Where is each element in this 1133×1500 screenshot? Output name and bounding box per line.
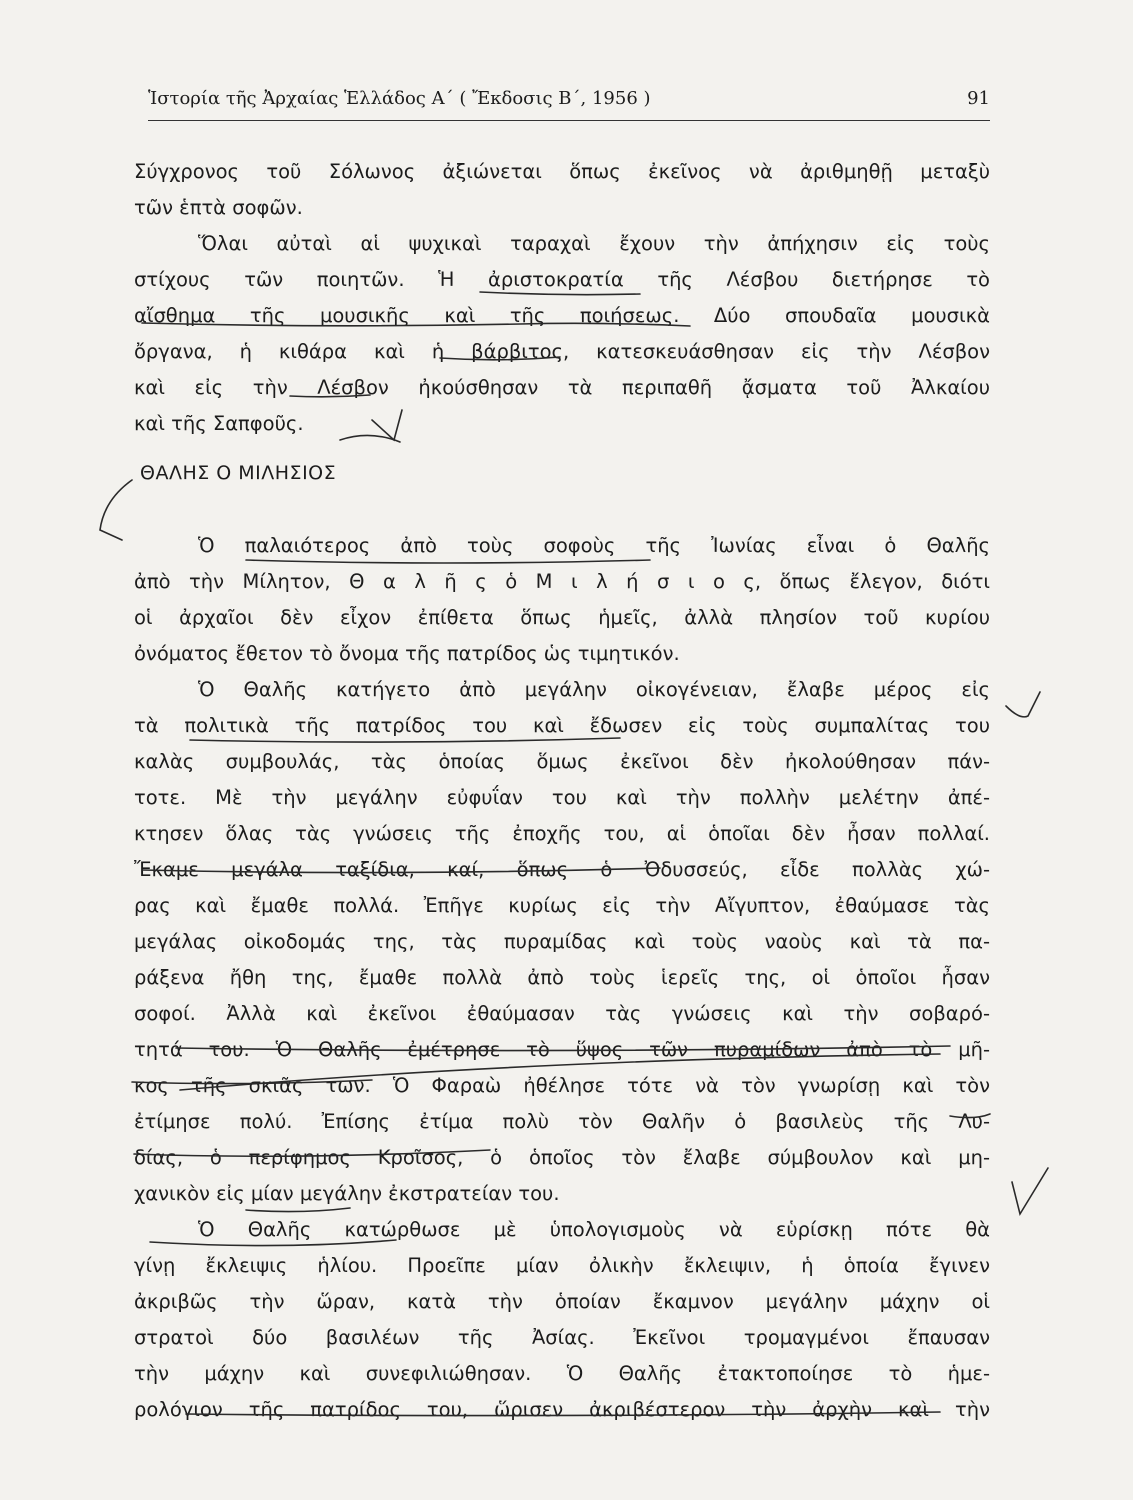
text-line: καλὰς συμβουλάς, τὰς ὁποίας ὅμως ἐκεῖνοι δὲν ἠκολούθησαν πάν- [134, 750, 990, 773]
text-line: τοτε. Μὲ τὴν μεγάλην εὐφυΐαν του καὶ τὴν πολλὴν μελέτην ἀπέ- [134, 786, 990, 809]
text-line: σοφοί. Ἀλλὰ καὶ ἐκεῖνοι ἐθαύμασαν τὰς γνώσεις καὶ τὴν σοβαρό- [134, 1002, 990, 1025]
text-line: Σύγχρονος τοῦ Σόλωνος ἀξιώνεται ὅπως ἐκεῖνος νὰ ἀριθμηθῇ μεταξὺ [134, 160, 990, 183]
text-line: τητά του. Ὁ Θαλῆς ἐμέτρησε τὸ ὕψος τῶν πυραμίδων ἀπὸ τὸ μῆ- [134, 1038, 990, 1061]
text-line: ὄργανα, ἡ κιθάρα καὶ ἡ βάρβιτος, κατεσκευάσθησαν εἰς τὴν Λέσβον [134, 340, 990, 363]
text-line: καὶ εἰς τὴν Λέσβον ἠκούσθησαν τὰ περιπαθῆ ᾄσματα τοῦ Ἀλκαίου [134, 376, 990, 399]
text-line: χανικὸν εἰς μίαν μεγάλην ἐκστρατείαν του. [134, 1182, 560, 1205]
text-line: κος τῆς σκιᾶς των. Ὁ Φαραὼ ἠθέλησε τότε νὰ τὸν γνωρίσῃ καὶ τὸν [134, 1074, 990, 1097]
text-line: γίνῃ ἔκλειψις ἡλίου. Προεῖπε μίαν ὀλικὴν ἔκλειψιν, ἡ ὁποία ἔγινεν [134, 1254, 990, 1277]
text-line: Ὁ Θαλῆς κατώρθωσε μὲ ὑπολογισμοὺς νὰ εὑρίσκῃ πότε θὰ [198, 1218, 990, 1241]
check-mark-icon [100, 480, 132, 540]
text-line: ράξενα ἤθη της, ἔμαθε πολλὰ ἀπὸ τοὺς ἱερεῖς της, οἱ ὁποῖοι ἦσαν [134, 966, 990, 989]
text-line: Ἔκαμε μεγάλα ταξίδια, καί, ὅπως ὁ Ὀδυσσεύς, εἶδε πολλὰς χώ- [134, 858, 990, 881]
text-line: ἀπὸ τὴν Μίλητον, Θ α λ ῆ ς ὁ Μ ι λ ή σ ι ο ς, ὅπως ἔλεγον, διότι [134, 570, 990, 593]
text-line: ρολόγιον τῆς πατρίδος του, ὥρισεν ἀκριβέστερον τὴν ἀρχὴν καὶ τὴν [134, 1398, 990, 1421]
check-mark-icon [1012, 1168, 1048, 1214]
text-line: Ὁ Θαλῆς κατήγετο ἀπὸ μεγάλην οἰκογένειαν, ἔλαβε μέρος εἰς [198, 678, 990, 701]
main-paragraphs [134, 528, 990, 1428]
text-line: κτησεν ὅλας τὰς γνώσεις τῆς ἐποχῆς του, αἱ ὁποῖαι δὲν ἦσαν πολλαί. [134, 822, 990, 845]
text-line: δίας, ὁ περίφημος Κροῖσος, ὁ ὁποῖος τὸν ἔλαβε σύμβουλον καὶ μη- [134, 1146, 990, 1169]
text-line: αἴσθημα τῆς μουσικῆς καὶ τῆς ποιήσεως. Δύο σπουδαῖα μουσικὰ [134, 304, 990, 327]
text-line: τῶν ἑπτὰ σοφῶν. [134, 196, 303, 219]
text-line: στρατοὶ δύο βασιλέων τῆς Ἀσίας. Ἐκεῖνοι τρομαγμένοι ἔπαυσαν [134, 1326, 990, 1349]
text-line: καὶ τῆς Σαπφοῦς. [134, 412, 304, 435]
text-line: ὀνόματος ἔθετον τὸ ὄνομα τῆς πατρίδος ὡς τιμητικόν. [134, 642, 680, 665]
intro-paragraphs [134, 154, 990, 442]
text-line: Ὁ παλαιότερος ἀπὸ τοὺς σοφοὺς τῆς Ἰωνίας εἶναι ὁ Θαλῆς [198, 534, 990, 557]
text-line: ἐτίμησε πολύ. Ἐπίσης ἐτίμα πολὺ τὸν Θαλῆν ὁ βασιλεὺς τῆς Λυ- [134, 1110, 990, 1133]
text-line: μεγάλας οἰκοδομάς της, τὰς πυραμίδας καὶ τοὺς ναοὺς καὶ τὰ πα- [134, 930, 990, 953]
text-line: τὰ πολιτικὰ τῆς πατρίδος του καὶ ἔδωσεν εἰς τοὺς συμπαλίτας του [134, 714, 990, 737]
section-heading: ΘΑΛΗΣ Ο ΜΙΛΗΣΙΟΣ [140, 462, 337, 484]
check-mark-icon [1006, 692, 1040, 717]
text-line: οἱ ἀρχαῖοι δὲν εἶχον ἐπίθετα ὅπως ἡμεῖς, ἀλλὰ πλησίον τοῦ κυρίου [134, 606, 990, 629]
page-number: 91 [967, 88, 990, 109]
text-line: Ὅλαι αὐταὶ αἱ ψυχικαὶ ταραχαὶ ἔχουν τὴν ἀπήχησιν εἰς τοὺς [198, 232, 990, 255]
text-line: στίχους τῶν ποιητῶν. Ἡ ἀριστοκρατία τῆς Λέσβου διετήρησε τὸ [134, 268, 990, 291]
text-line: ρας καὶ ἔμαθε πολλά. Ἐπῆγε κυρίως εἰς τὴν Αἴγυπτον, ἐθαύμασε τὰς [134, 894, 990, 917]
text-line: ἀκριβῶς τὴν ὥραν, κατὰ τὴν ὁποίαν ἔκαμνον μεγάλην μάχην οἱ [134, 1290, 990, 1313]
header-title: Ἱστορία τῆς Ἀρχαίας Ἑλλάδος Α´ ( Ἔκδοσις Β´, 1956 ) [148, 88, 651, 109]
text-line: τὴν μάχην καὶ συνεφιλιώθησαν. Ὁ Θαλῆς ἐτακτοποίησε τὸ ἡμε- [134, 1362, 990, 1385]
running-header [148, 84, 990, 121]
